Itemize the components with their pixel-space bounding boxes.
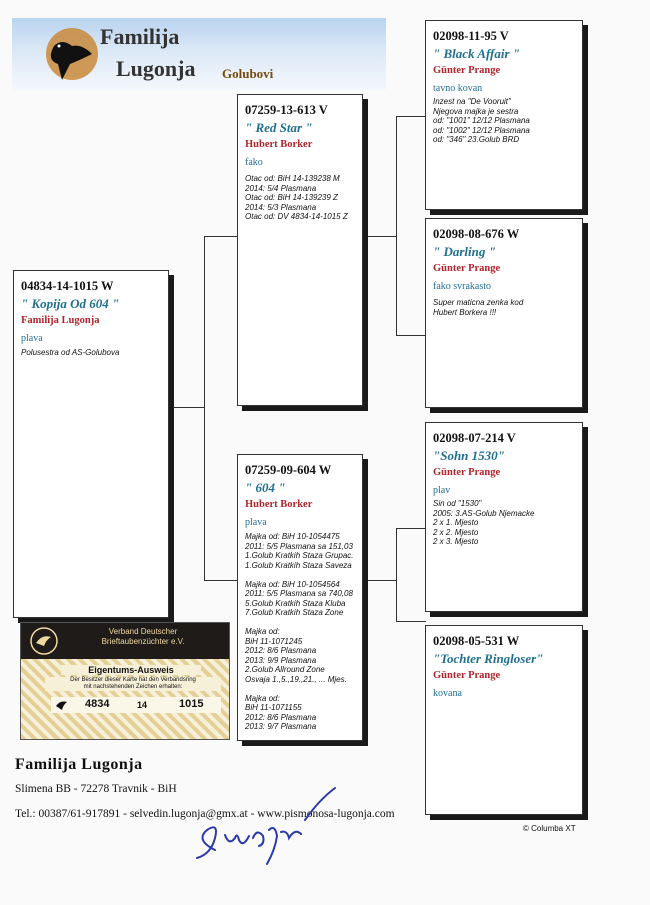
connector-line — [396, 335, 426, 336]
pigeon-card-subject — [13, 270, 169, 618]
ring-number: 02098-05-531 W — [433, 634, 520, 648]
pigeon-card-sire-dam — [425, 218, 583, 408]
ownership-card-text: Der Besitzer dieser Karte hat den Verbandsring mit nachstehenden Zeichen erhalten: — [45, 677, 221, 691]
pigeon-notes: Polusestra od AS-Golubova — [21, 348, 120, 357]
vdb-logo-icon — [29, 626, 59, 656]
pigeon-card-dam-dam — [425, 625, 583, 815]
footer-name: Familija Lugonja — [15, 756, 143, 773]
pigeon-color: fako — [245, 157, 263, 168]
pigeon-color: plava — [21, 333, 43, 344]
ownership-card-header — [21, 623, 229, 659]
connector-line — [396, 528, 426, 529]
pigeon-card-sire — [237, 94, 363, 406]
ring-number: 02098-08-676 W — [433, 227, 520, 241]
connector-line — [204, 580, 238, 581]
pigeon-name: "Sohn 1530" — [433, 448, 505, 463]
pigeon-logo-icon — [32, 24, 102, 88]
connector-line — [204, 236, 205, 581]
ring-number: 07259-13-613 V — [245, 103, 328, 117]
pigeon-color: plava — [245, 517, 267, 528]
pigeon-name: " Darling " — [433, 244, 496, 259]
pigeon-name: "Tochter Ringloser" — [433, 651, 544, 666]
org-line1: Verband Deutscher — [108, 627, 178, 636]
connector-line — [396, 621, 426, 622]
ring-country: 4834 — [85, 698, 110, 710]
connector-line — [204, 236, 238, 237]
connector-line — [396, 528, 397, 621]
org-line2: Brieftaubenzüchter e.V. — [101, 637, 185, 646]
ownership-card-org — [63, 627, 223, 647]
pigeon-notes: Otac od: BiH 14-139238 M 2014: 5/4 Plasmana Otac od: BiH 14-139239 Z 2014: 5/3 Plasmana Otac od: DV 4834-14-1015 Z — [245, 174, 348, 221]
pigeon-color: tavno kovan — [433, 83, 483, 94]
copyright: © Columba XT — [523, 824, 576, 833]
connector-line — [396, 116, 397, 335]
ring-number: 07259-09-604 W — [245, 463, 332, 477]
pigeon-name: " Kopija Od 604 " — [21, 296, 120, 311]
pigeon-name: " Black Affair " — [433, 46, 521, 61]
ring-number: 02098-07-214 V — [433, 431, 516, 445]
pigeon-card-dam — [237, 454, 363, 741]
header-banner — [12, 18, 386, 90]
ownership-card-title: Eigentums-Ausweis — [61, 665, 201, 675]
breeder: Günter Prange — [433, 467, 501, 478]
breeder: Hubert Borker — [245, 139, 313, 150]
connector-line — [362, 236, 397, 237]
header-title-line2: Lugonja — [116, 56, 196, 81]
ring-year: 14 — [137, 700, 148, 710]
breeder: Familija Lugonja — [21, 315, 100, 326]
ownership-card-ring — [51, 697, 221, 713]
connector-line — [396, 116, 426, 117]
bird-icon — [55, 699, 69, 711]
pigeon-name: " Red Star " — [245, 120, 313, 135]
pigeon-color: kovana — [433, 688, 462, 699]
pigeon-notes: Inzest na "De Vooruit" Njegova majka je sestra od: "1001" 12/12 Plasmana od: "1002" 12/12 Plasmana od: "346" 23.Golub BRD — [433, 97, 530, 144]
pigeon-card-dam-sire — [425, 422, 583, 612]
footer-contact: Tel.: 00387/61-917891 - selvedin.lugonja@gmx.at - www.pismonosa-lugonja.com — [15, 808, 395, 820]
breeder: Günter Prange — [433, 65, 501, 76]
pigeon-notes: Super maticna zenka kod Hubert Borkera !!! — [433, 298, 524, 317]
ownership-card — [20, 622, 230, 740]
pigeon-notes: Majka od: BiH 10-1054475 2011: 5/5 Plasmana sa 151,03 1.Golub Kratkih Staza Grupac. 1.Golub Kratkih Staza Saveza Majka od: BiH 10-1054564 2011: 5/5 Plasmana sa 740,08 5.Golub Kratkih Staza Kluba 7.Golub Kratkih Staza Zone Majka od: BiH 11-1071245 2012: 8/6 Plasmana 2013: 9/9 Plasmana 2.Golub Allround Zone Osvaja 1.,5.,19.,21., ... Mjes. Majka od: BiH 11-1071155 2012: 8/6 Plasmana 2013: 9/7 Plasmana — [245, 532, 354, 731]
header-subtitle: Golubovi — [222, 66, 274, 81]
pigeon-color: plav — [433, 485, 451, 496]
ring-number: 04834-14-1015 W — [21, 279, 114, 293]
signature-icon — [185, 780, 345, 870]
pigeon-notes: Sin od "1530" 2005: 3.AS-Golub Njemacke 2 x 1. Mjesto 2 x 2. Mjesto 2 x 3. Mjesto — [433, 499, 535, 546]
pigeon-card-sire-sire — [425, 20, 583, 210]
pigeon-name: " 604 " — [245, 480, 286, 495]
breeder: Hubert Borker — [245, 499, 313, 510]
ring-number: 1015 — [179, 698, 204, 710]
breeder: Günter Prange — [433, 670, 501, 681]
ring-number: 02098-11-95 V — [433, 29, 509, 43]
connector-line — [168, 407, 205, 408]
footer-address: Slimena BB - 72278 Travnik - BiH — [15, 783, 177, 795]
header-title-line1: Familija — [100, 24, 180, 49]
connector-line — [362, 580, 397, 581]
breeder: Günter Prange — [433, 263, 501, 274]
pigeon-color: fako svrakasto — [433, 281, 492, 292]
